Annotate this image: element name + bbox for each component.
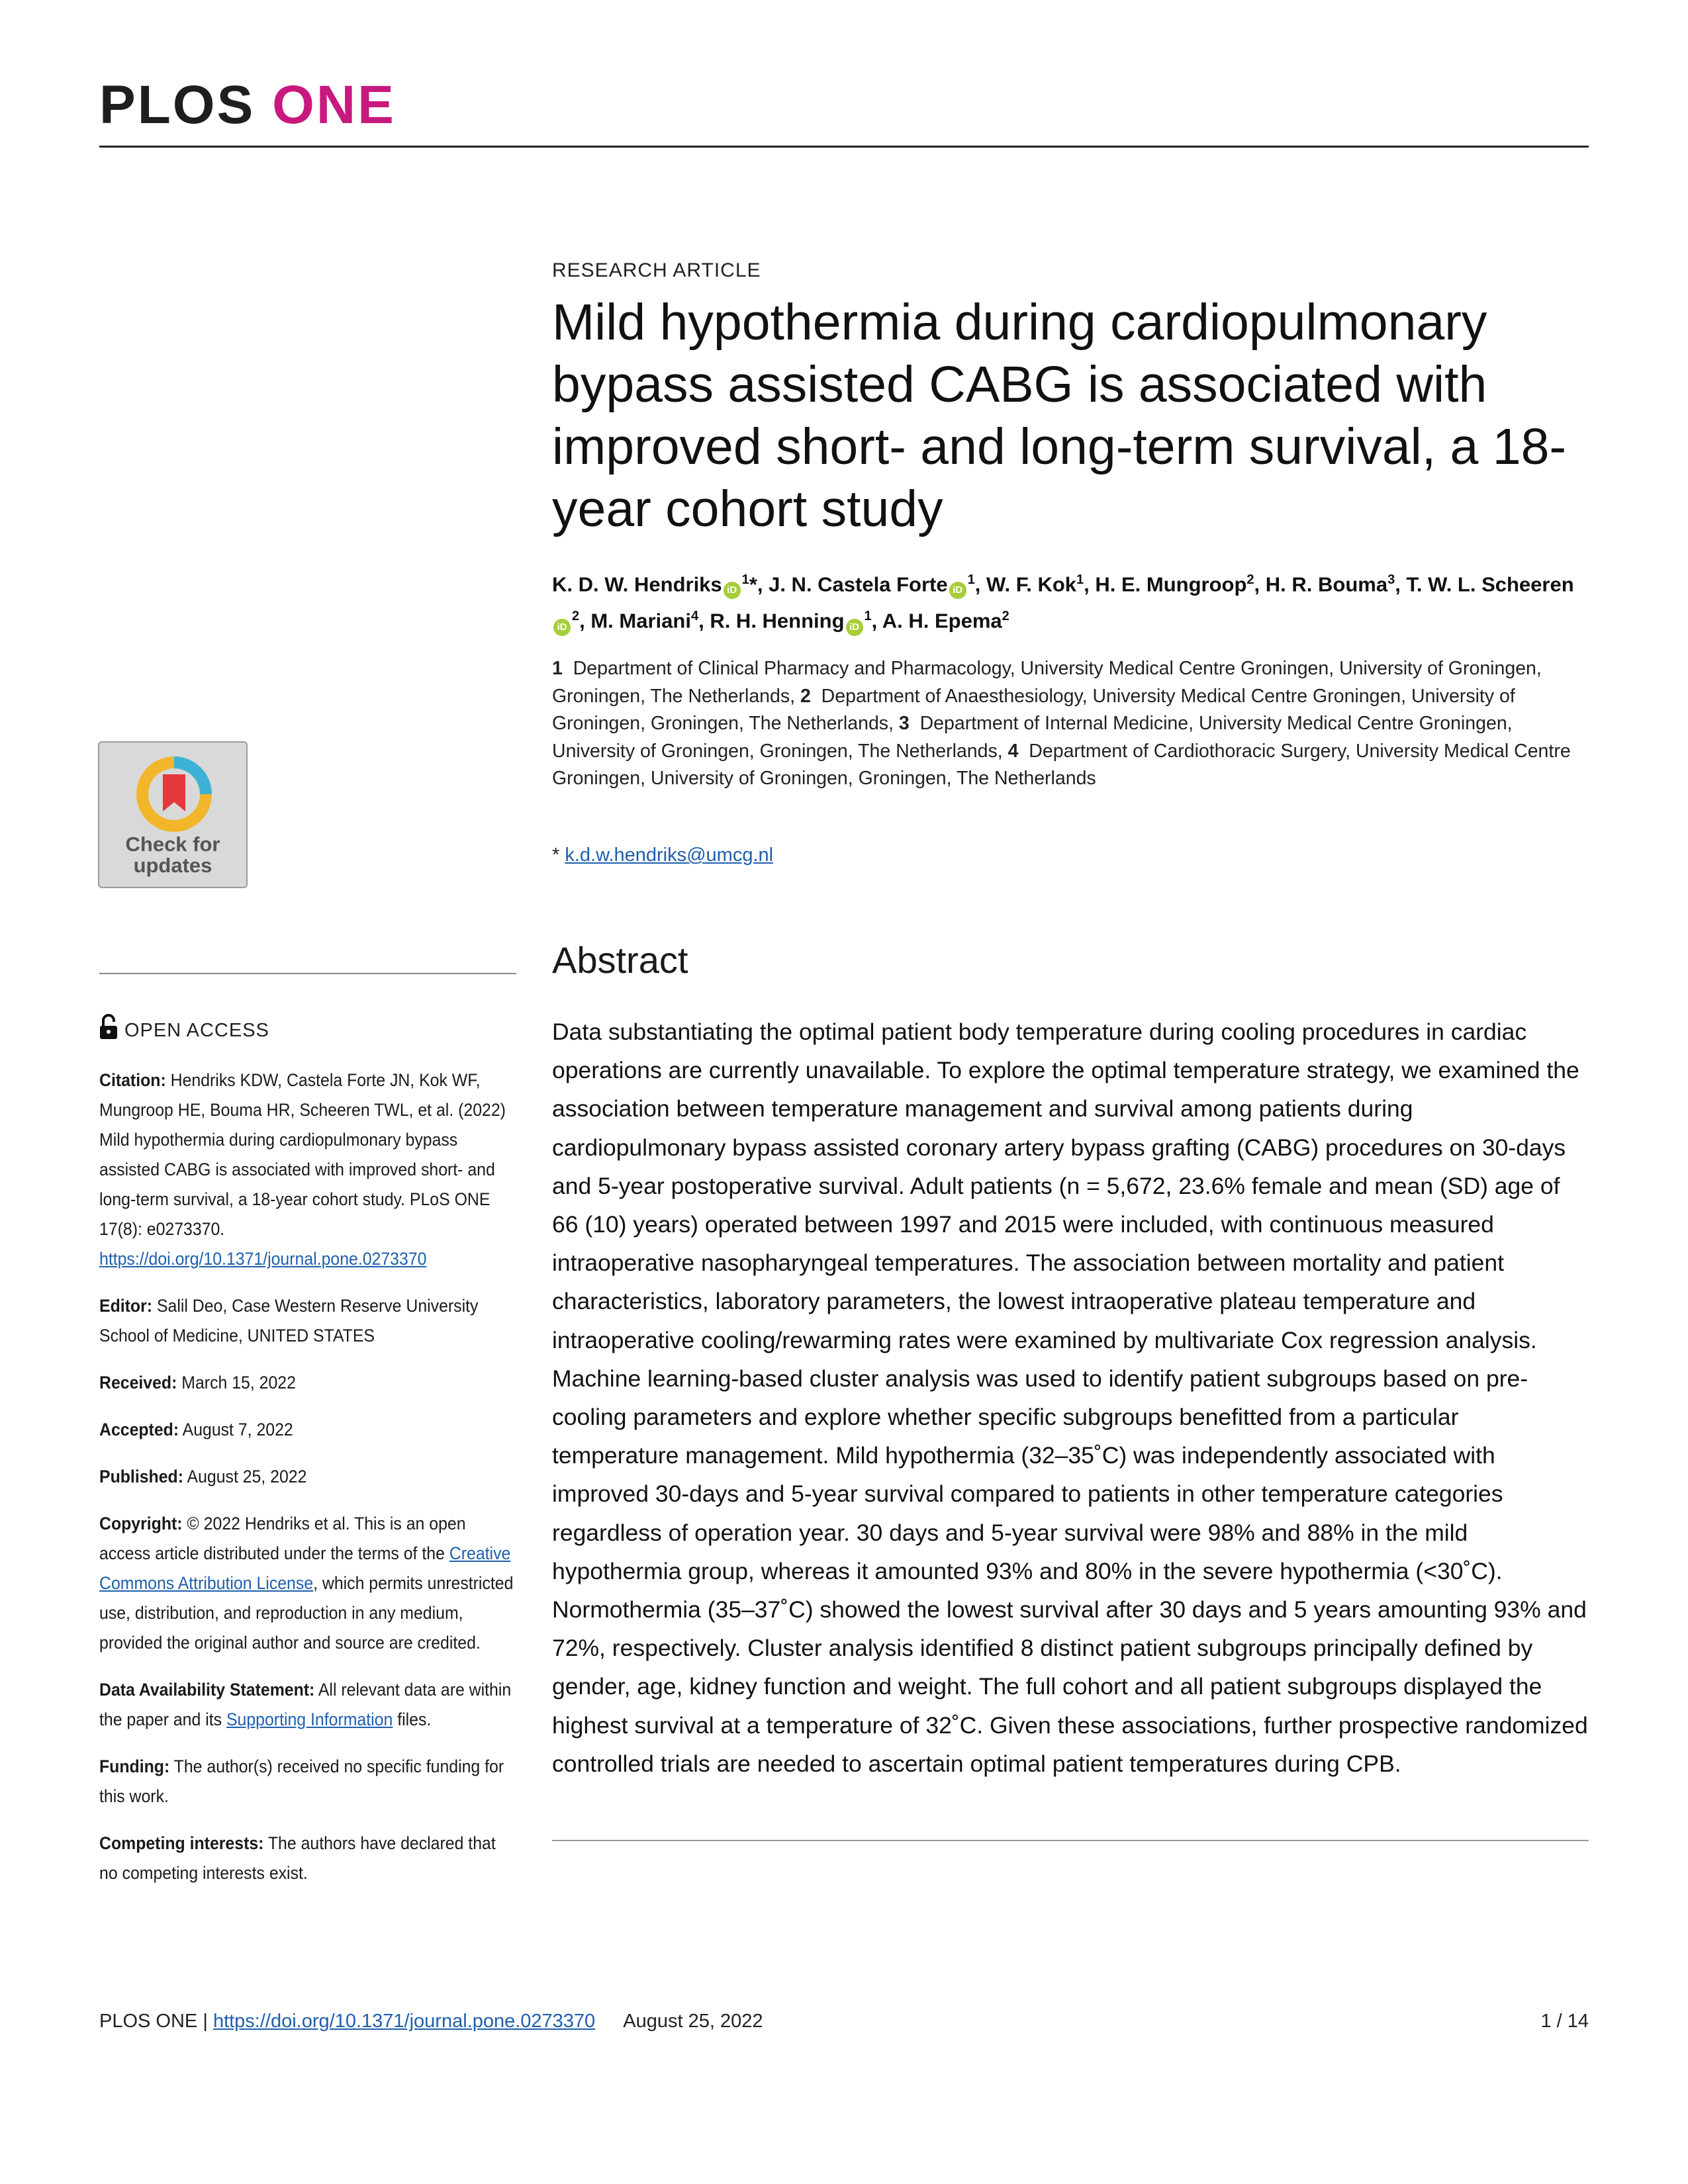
competing-interests-label: Competing interests: xyxy=(99,1833,264,1853)
check-for-updates-label xyxy=(99,834,246,876)
data-availability-label: Data Availability Statement: xyxy=(99,1680,315,1700)
supporting-information-link[interactable]: Supporting Information xyxy=(226,1709,393,1729)
article-title: Mild hypothermia during cardiopulmonary bypass assisted CABG is associated with improved short- and long-term survival, a 18-year cohort study xyxy=(552,294,1567,537)
article-metadata-sidebar xyxy=(99,1066,514,1905)
copyright-text: © 2022 Hendriks et al. This is an open access article distributed under the terms of the xyxy=(99,1514,466,1563)
author-name: T. W. L. Scheeren xyxy=(1406,572,1574,596)
journal-logo-plos: PLOS xyxy=(99,75,256,135)
orcid-icon[interactable]: iD xyxy=(553,619,571,636)
author-name: M. Mariani xyxy=(590,609,691,633)
author-list xyxy=(552,564,1585,637)
author-name: H. R. Bouma xyxy=(1265,572,1388,596)
affiliation-text: Department of Clinical Pharmacy and Pharmacology, University Medical Centre Groningen, University of Groningen, Groningen, The Netherlands, xyxy=(552,658,1542,707)
published-block xyxy=(99,1462,516,1492)
page-number: 1 / 14 xyxy=(1540,2011,1589,2032)
article-type: RESEARCH ARTICLE xyxy=(552,259,761,281)
check-for-updates-line2: updates xyxy=(133,854,212,877)
footer-doi-link[interactable]: https://doi.org/10.1371/journal.pone.0273370 xyxy=(212,2011,596,2032)
author-affiliation-number: 1 xyxy=(1076,572,1084,587)
affiliation-number: 3 xyxy=(898,713,910,734)
check-for-updates-badge[interactable] xyxy=(98,741,248,888)
citation-text: Hendriks KDW, Castela Forte JN, Kok WF, Mungroop HE, Bouma HR, Scheeren TWL, et al. (2022) Mild hypothermia during cardiopulmonary bypass assisted CABG is associated with improved short- and long-term survival, a 18-year cohort study. PLoS ONE 17(8): e0273370. xyxy=(99,1070,506,1239)
citation-label: Citation: xyxy=(99,1070,166,1090)
author-affiliation-number: 3 xyxy=(1387,572,1395,587)
orcid-icon[interactable]: iD xyxy=(846,619,863,636)
author-name: H. E. Mungroop xyxy=(1095,572,1247,596)
published-label: Published: xyxy=(99,1467,183,1486)
orcid-icon[interactable]: iD xyxy=(724,582,741,599)
citation-doi-link[interactable]: https://doi.org/10.1371/journal.pone.0273370 xyxy=(99,1249,427,1269)
check-for-updates-line1: Check for xyxy=(125,833,220,856)
accepted-date: August 7, 2022 xyxy=(182,1420,293,1439)
author-separator: , xyxy=(579,609,591,633)
abstract-heading: Abstract xyxy=(552,939,688,981)
affiliation-text: Department of Internal Medicine, University Medical Centre Groningen, University of Groningen, Groningen, The Netherlands, xyxy=(552,713,1513,762)
author-separator: , xyxy=(1084,572,1096,596)
received-label: Received: xyxy=(99,1373,177,1392)
author-affiliation-number: 1 xyxy=(967,572,975,587)
editor-label: Editor: xyxy=(99,1296,153,1316)
editor-block xyxy=(99,1291,516,1351)
author-affiliation-number: 2 xyxy=(1246,572,1254,587)
author-affiliation-number: 1 xyxy=(741,572,749,587)
funding-text: The author(s) received no specific funding for this work. xyxy=(99,1756,504,1806)
author-affiliation-number: 1 xyxy=(864,609,872,624)
orcid-icon[interactable]: iD xyxy=(949,582,966,599)
open-lock-icon xyxy=(99,1014,118,1040)
editor-text: Salil Deo, Case Western Reserve University School of Medicine, UNITED STATES xyxy=(99,1296,479,1345)
competing-interests-text: The authors have declared that no competing interests exist. xyxy=(99,1833,496,1883)
author-name: K. D. W. Hendriks xyxy=(552,572,722,596)
copyright-label: Copyright: xyxy=(99,1514,183,1533)
author-affiliation-number: 2 xyxy=(1002,609,1009,624)
affiliation-number: 1 xyxy=(552,658,563,679)
author-separator: *, xyxy=(749,572,769,596)
copyright-text-cont: , which permits unrestricted use, distribution, and reproduction in any medium, provided the original author and source are credited. xyxy=(99,1573,514,1653)
journal-logo-one: ONE xyxy=(272,75,396,135)
accepted-block xyxy=(99,1415,516,1445)
license-link[interactable]: Creative Commons Attribution License xyxy=(99,1543,511,1593)
author-name: J. N. Castela Forte xyxy=(769,572,948,596)
footer-date: August 25, 2022 xyxy=(623,2011,763,2032)
data-availability-text-cont: files. xyxy=(397,1709,432,1729)
abstract-text: Data substantiating the optimal patient body temperature during cooling procedures in cardiac operations are currently unavailable. To explore the optimal temperature strategy, we examined the association between temperature management and survival among patients during cardiopulmonary bypass assisted coronary artery bypass grafting (CABG) procedures on 30-days and 5-year postoperative survival. Adult patients (n = 5,672, 23.6% female and mean (SD) age of 66 (10) years) operated between 1997 and 2015 were included, with continuous measured intraoperative nasopharyngeal temperatures. The association between mortality and patient characteristics, laboratory parameters, the lowest intraoperative plateau temperature and intraoperative cooling/rewarming rates were examined by multivariate Cox regression analysis. Machine learning-based cluster analysis was used to identify patient subgroups based on pre-cooling parameters and explore whether specific subgroups benefitted from a particular temperature management. Mild hypothermia (32–35˚C) was independently associated with improved 30-days and 5-year survival compared to patients in other temperature categories regardless of operation year. 30 days and 5-year survival were 98% and 88% in the mild hypothermia group, whereas it amounted 93% and 80% in the severe hypothermia (<30˚C). Normothermia (35–37˚C) showed the lowest survival after 30 days and 5 years amounting 93% and 72%, respectively. Cluster analysis identified 8 distinct patient subgroups principally defined by gender, age, kidney function and weight. The full cohort and all patient subgroups displayed the highest survival at a temperature of 32˚C. Given these associations, further prospective randomized controlled trials are needed to ascertain optimal patient temperatures during CPB. xyxy=(552,1019,1588,1777)
data-availability-block xyxy=(99,1675,516,1735)
affiliations xyxy=(552,655,1585,793)
affiliation-number: 2 xyxy=(800,685,811,707)
citation-block xyxy=(99,1066,516,1274)
crossmark-icon xyxy=(132,754,216,834)
page-footer xyxy=(99,2011,763,2032)
author-affiliation-number: 2 xyxy=(572,609,580,624)
funding-block xyxy=(99,1752,516,1811)
open-access-label xyxy=(99,1014,269,1042)
competing-interests-block xyxy=(99,1829,516,1888)
funding-label: Funding: xyxy=(99,1756,170,1776)
affiliation-text: Department of Cardiothoracic Surgery, University Medical Centre Groningen, University of Groningen, Groningen, The Netherlands xyxy=(552,740,1571,789)
author-separator: , xyxy=(1395,572,1407,596)
author-name: R. H. Henning xyxy=(710,609,845,633)
journal-logo[interactable] xyxy=(99,75,396,135)
received-block xyxy=(99,1368,516,1398)
open-access-text: OPEN ACCESS xyxy=(124,1020,269,1041)
correspondence-star: * xyxy=(552,844,560,866)
received-date: March 15, 2022 xyxy=(181,1373,296,1392)
author-name: A. H. Epema xyxy=(882,609,1002,633)
copyright-block xyxy=(99,1509,516,1658)
abstract-divider xyxy=(552,1840,1589,1841)
author-separator: , xyxy=(974,572,986,596)
sidebar-divider xyxy=(99,973,516,974)
author-separator: , xyxy=(698,609,710,633)
affiliation-text: Department of Anaesthesiology, University Medical Centre Groningen, University of Groningen, Groningen, The Netherlands, xyxy=(552,685,1515,734)
author-separator: , xyxy=(871,609,882,633)
footer-journal: PLOS ONE | xyxy=(99,2011,208,2032)
data-availability-text: All relevant data are within the paper and its xyxy=(99,1680,512,1729)
published-date: August 25, 2022 xyxy=(187,1467,307,1486)
correspondence xyxy=(552,844,773,866)
author-separator: , xyxy=(1254,572,1266,596)
accepted-label: Accepted: xyxy=(99,1420,179,1439)
affiliation-number: 4 xyxy=(1008,740,1019,762)
author-affiliation-number: 4 xyxy=(690,609,699,624)
header-divider xyxy=(99,146,1589,148)
correspondence-email-link[interactable]: k.d.w.hendriks@umcg.nl xyxy=(565,844,774,866)
author-name: W. F. Kok xyxy=(986,572,1077,596)
